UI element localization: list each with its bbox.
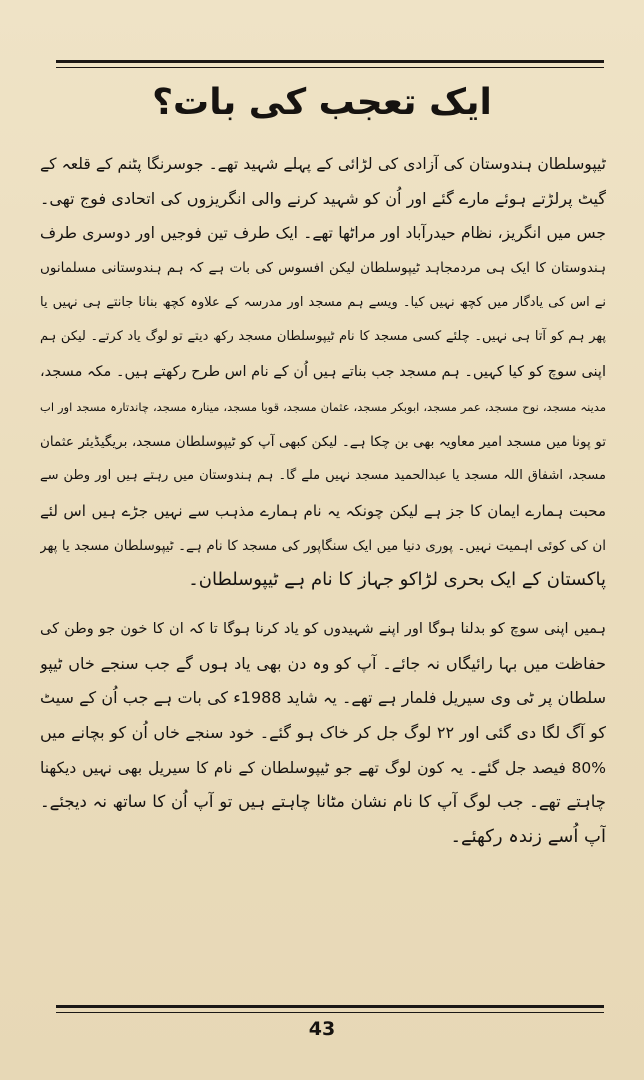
text-line: محبت ہمارے ایمان کا جز ہے لیکن چونکہ یہ نام ہمارے مذہب سے نہیں جڑے ہیں اس لئے [40, 501, 606, 520]
paragraph-gap [40, 598, 606, 612]
page-title: ایک تعجب کی بات؟ [152, 82, 492, 123]
text-line: پھر ہم کو آتا ہی نہیں۔ چلئے کسی مسجد کا نام ٹیپوسلطان مسجد رکھ دیتے تو لوگ یاد کرتے۔ لیکن ہم [40, 329, 606, 345]
text-line: مسجد، اشفاق اللہ مسجد یا عبدالحمید مسجد نہیں ملے گا۔ ہم ہندوستان میں رہتے ہیں اور وطن سے [40, 468, 606, 484]
text-line: نے اس کی یادگار میں کچھ نہیں کیا۔ ویسے ہم مسجد اور مدرسہ کے علاوہ کچھ بنانا جانتے ہی نہیں یا [40, 294, 606, 310]
bottom-rule-thick [56, 1005, 604, 1008]
text-line: اپنی سوچ کو کیا کہیں۔ ہم مسجد جب بناتے ہیں اُن کے نام اس طرح رکھتے ہیں۔ مکہ مسجد، [40, 364, 606, 381]
article-body [40, 147, 606, 855]
text-line: مدینہ مسجد، نوح مسجد، عمر مسجد، ابوبکر مسجد، عثمان مسجد، قوبا مسجد، مینارہ مسجد، چاندتارہ مسجد اور اب [40, 399, 606, 414]
text-line: ٹیپوسلطان ہندوستان کی آزادی کی لڑائی کے پہلے شہید تھے۔ جوسرنگا پٹنم کے قلعہ کے [40, 155, 606, 173]
text-line: سلطان پر ٹی وی سیریل فلمار ہے تھے۔ یہ شاید 1988ء کی بات ہے جب اُن کے سیٹ [40, 688, 606, 708]
text-line: تو پونا میں مسجد امیر معاویہ بھی بن چکا ہے۔ لیکن کبھی آپ کو ٹیپوسلطان مسجد، بریگیڈیئر عثمان [40, 433, 606, 450]
text-line: ہندوستان کا ایک ہی مردمجاہد ٹیپوسلطان لیکن افسوس کی بات ہے کہ ہم ہندوستانی مسلمانوں [40, 260, 606, 277]
text-line: کو آگ لگا دی گئی اور ۲۲ لوگ جل کر خاک ہو گئے۔ خود سنجے خاں اُن کو بچانے میں [40, 723, 606, 742]
text-line: گیٹ پرلڑتے ہوئے مارے گئے اور اُن کو شہید کرنے والی انگریزوں کی اتحادی فوج تھی۔ [40, 188, 606, 208]
text-line: آپ اُسے زندہ رکھئے۔ [450, 826, 606, 848]
text-line: پاکستان کے ایک بحری لڑاکو جہاز کا نام ہے ٹیپوسلطان۔ [188, 569, 606, 591]
text-line: جس میں انگریز، نظام حیدرآباد اور مراٹھا تھے۔ ایک طرف تین فوجیں اور دوسری طرف [40, 224, 606, 243]
text-line: چاہتے تھے۔ جب لوگ آپ کا نام نشان مٹانا چاہتے ہیں تو آپ اُن کا ساتھ نہ دیجئے۔ [40, 792, 606, 812]
top-rule-thin [56, 67, 604, 68]
text-line: 80% فیصد جل گئے۔ یہ کون لوگ تھے جو ٹیپوسلطان کے نام کا سیریل بھی نہیں دیکھنا [40, 758, 606, 777]
text-line: ان کی کوئی اہمیت نہیں۔ پوری دنیا میں ایک سنگاپور کی مسجد کا نام ہے۔ ٹیپوسلطان مسجد یا پھر [40, 537, 606, 554]
top-rule-thick [56, 60, 604, 63]
text-line: ہمیں اپنی سوچ کو بدلنا ہوگا اور اپنے شہیدوں کو یاد کرنا ہوگا تا کہ ان کا خون جو وطن کی [40, 620, 606, 637]
page-number: 43 [308, 1018, 336, 1040]
bottom-rule-thin [56, 1012, 604, 1013]
text-line: حفاظت میں بہا رائیگاں نہ جائے۔ آپ کو وہ دن بھی یاد ہوں گے جب سنجے خاں ٹیپو [40, 653, 606, 673]
